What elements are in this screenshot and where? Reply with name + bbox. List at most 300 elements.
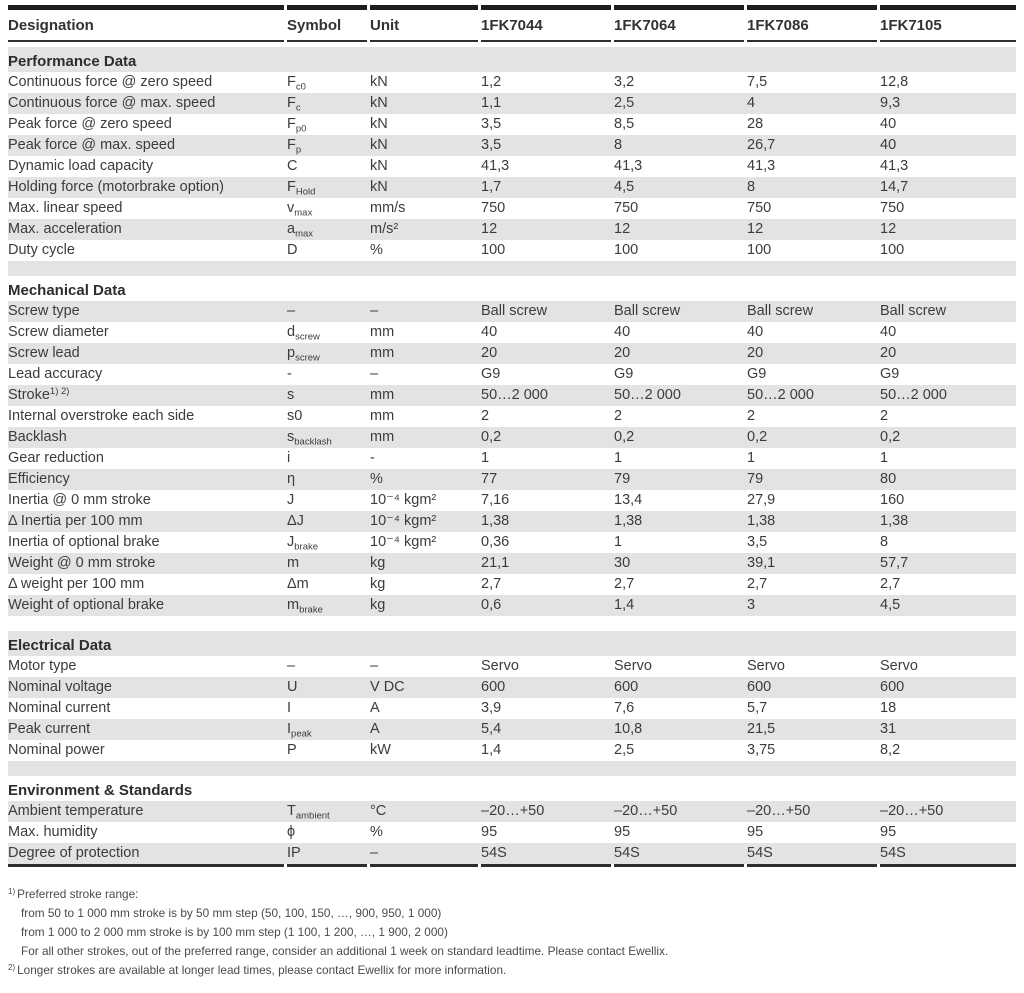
datasheet-table bbox=[0, 5, 1024, 980]
cell-designation: Max. linear speed bbox=[8, 200, 123, 216]
table-row bbox=[8, 219, 1016, 240]
table-row bbox=[8, 364, 1016, 385]
cell-value: 50…2 000 bbox=[481, 387, 548, 403]
table-body bbox=[8, 42, 1016, 864]
border-segment bbox=[880, 5, 1016, 10]
cell-value: 5,4 bbox=[481, 721, 502, 737]
cell-value: 5,7 bbox=[747, 700, 768, 716]
cell-value: 2,5 bbox=[614, 742, 635, 758]
cell-value: 0,2 bbox=[747, 429, 768, 445]
table-row bbox=[8, 490, 1016, 511]
cell-designation: Holding force (motorbrake option) bbox=[8, 179, 224, 195]
footnote-marker: 2) bbox=[8, 963, 16, 972]
table-row bbox=[8, 595, 1016, 616]
table-row bbox=[8, 385, 1016, 406]
cell-value: 18 bbox=[880, 700, 897, 716]
cell-value: 4,5 bbox=[614, 179, 635, 195]
border-segment bbox=[481, 864, 611, 867]
cell-symbol: η bbox=[287, 471, 296, 487]
cell-unit: - bbox=[370, 450, 375, 466]
border-segment bbox=[481, 5, 611, 10]
cell-designation: Screw type bbox=[8, 303, 80, 319]
cell-unit: 10⁻⁴ kgm² bbox=[370, 534, 437, 550]
cell-value: 1 bbox=[880, 450, 889, 466]
cell-symbol: $a_{max}$ bbox=[287, 221, 314, 240]
footnote-text: Longer strokes are available at longer lead times, please contact Ewellix for more information. bbox=[17, 963, 507, 977]
cell-value: Servo bbox=[614, 658, 652, 674]
cell-value: 12 bbox=[481, 221, 498, 237]
header-underline bbox=[8, 40, 1016, 42]
cell-value: 14,7 bbox=[880, 179, 909, 195]
cell-designation: Peak current bbox=[8, 721, 91, 737]
cell-unit: m/s² bbox=[370, 221, 399, 237]
cell-value: 0,2 bbox=[880, 429, 901, 445]
cell-value: Servo bbox=[880, 658, 918, 674]
cell-value: 1 bbox=[747, 450, 756, 466]
cell-value: 95 bbox=[880, 824, 897, 840]
border-segment bbox=[287, 40, 367, 42]
cell-value: 40 bbox=[747, 324, 764, 340]
cell-value: 2 bbox=[880, 408, 889, 424]
cell-value: G9 bbox=[747, 366, 767, 382]
cell-value: 0,2 bbox=[481, 429, 502, 445]
column-header-designation: Designation bbox=[8, 16, 94, 34]
cell-symbol: i bbox=[287, 450, 291, 466]
table-row bbox=[8, 240, 1016, 261]
border-segment bbox=[747, 40, 877, 42]
border-segment bbox=[8, 5, 284, 10]
cell-value: Ball screw bbox=[880, 303, 947, 319]
cell-value: 95 bbox=[614, 824, 631, 840]
cell-value: 54S bbox=[481, 845, 507, 861]
cell-designation: Δ Inertia per 100 mm bbox=[8, 513, 143, 529]
cell-value: G9 bbox=[481, 366, 501, 382]
column-header-symbol: Symbol bbox=[287, 16, 342, 34]
cell-value: 600 bbox=[880, 679, 905, 695]
cell-unit: mm bbox=[370, 429, 395, 445]
cell-symbol: m bbox=[287, 555, 300, 571]
cell-value: 40 bbox=[880, 324, 897, 340]
cell-value: 30 bbox=[614, 555, 631, 571]
cell-value: Servo bbox=[747, 658, 785, 674]
cell-designation: Inertia of optional brake bbox=[8, 534, 160, 550]
cell-value: 12 bbox=[880, 221, 897, 237]
cell-value: 13,4 bbox=[614, 492, 643, 508]
cell-value: 20 bbox=[747, 345, 764, 361]
cell-symbol: – bbox=[287, 658, 296, 674]
cell-designation: Motor type bbox=[8, 658, 77, 674]
cell-designation: Nominal current bbox=[8, 700, 111, 716]
border-segment bbox=[370, 5, 478, 10]
cell-value: 8 bbox=[880, 534, 889, 550]
column-header-unit: Unit bbox=[370, 16, 400, 34]
table-row bbox=[8, 843, 1016, 864]
cell-value: 12 bbox=[747, 221, 764, 237]
cell-value: 20 bbox=[880, 345, 897, 361]
cell-value: 3,5 bbox=[481, 137, 502, 153]
cell-designation: Continuous force @ zero speed bbox=[8, 74, 213, 90]
cell-value: 2 bbox=[747, 408, 756, 424]
cell-designation: Efficiency bbox=[8, 471, 70, 487]
cell-value: 40 bbox=[614, 324, 631, 340]
table-row bbox=[8, 177, 1016, 198]
cell-unit: 10⁻⁴ kgm² bbox=[370, 492, 437, 508]
cell-value: 2 bbox=[481, 408, 490, 424]
section-title: Performance Data bbox=[8, 47, 1016, 72]
cell-value: 54S bbox=[747, 845, 773, 861]
table-row bbox=[8, 677, 1016, 698]
table-row bbox=[8, 511, 1016, 532]
cell-value: 750 bbox=[747, 200, 772, 216]
cell-designation: Max. humidity bbox=[8, 824, 98, 840]
cell-unit: kg bbox=[370, 576, 386, 592]
cell-value: 1,38 bbox=[481, 513, 510, 529]
cell-value: 95 bbox=[481, 824, 498, 840]
cell-designation: Δ weight per 100 mm bbox=[8, 576, 145, 592]
cell-unit: kN bbox=[370, 137, 388, 153]
cell-value: 2,7 bbox=[880, 576, 901, 592]
cell-value: 1 bbox=[614, 534, 623, 550]
cell-value: 750 bbox=[481, 200, 506, 216]
cell-value: 8,2 bbox=[880, 742, 901, 758]
cell-symbol: IP bbox=[287, 845, 301, 861]
table-row bbox=[8, 93, 1016, 114]
table-row bbox=[8, 114, 1016, 135]
section-title: Electrical Data bbox=[8, 631, 1016, 656]
border-segment bbox=[747, 864, 877, 867]
cell-value: 77 bbox=[481, 471, 498, 487]
table-row bbox=[8, 135, 1016, 156]
cell-designation: Screw diameter bbox=[8, 324, 109, 340]
cell-value: 54S bbox=[614, 845, 640, 861]
table-row bbox=[8, 427, 1016, 448]
cell-unit: mm/s bbox=[370, 200, 406, 216]
cell-designation: Duty cycle bbox=[8, 242, 75, 258]
cell-value: 600 bbox=[614, 679, 639, 695]
cell-value: 20 bbox=[481, 345, 498, 361]
cell-unit: mm bbox=[370, 387, 395, 403]
cell-symbol: I bbox=[287, 700, 292, 716]
cell-unit: – bbox=[370, 845, 379, 861]
cell-value: 12,8 bbox=[880, 74, 909, 90]
cell-unit: mm bbox=[370, 408, 395, 424]
cell-symbol: $s_{backlash}$ bbox=[287, 429, 332, 448]
cell-unit: kN bbox=[370, 179, 388, 195]
cell-value: 600 bbox=[747, 679, 772, 695]
cell-value: 7,5 bbox=[747, 74, 768, 90]
cell-value: 4,5 bbox=[880, 597, 901, 613]
cell-symbol: $F_{Hold}$ bbox=[287, 179, 316, 198]
cell-value: 0,36 bbox=[481, 534, 510, 550]
footnote-text: Preferred stroke range: bbox=[17, 887, 139, 901]
cell-symbol: - bbox=[287, 366, 292, 382]
cell-unit: kN bbox=[370, 95, 388, 111]
cell-value: Ball screw bbox=[614, 303, 681, 319]
cell-designation: Nominal power bbox=[8, 742, 105, 758]
cell-unit: kN bbox=[370, 158, 388, 174]
cell-value: 3,2 bbox=[614, 74, 635, 90]
border-segment bbox=[370, 40, 478, 42]
cell-designation: Dynamic load capacity bbox=[8, 158, 154, 174]
cell-designation: Weight @ 0 mm stroke bbox=[8, 555, 156, 571]
footnote-line: from 50 to 1 000 mm stroke is by 50 mm step (50, 100, 150, …, 900, 950, 1 000) bbox=[21, 906, 442, 920]
table-row bbox=[8, 301, 1016, 322]
cell-unit: 10⁻⁴ kgm² bbox=[370, 513, 437, 529]
border-segment bbox=[8, 40, 284, 42]
cell-value: 3,5 bbox=[481, 116, 502, 132]
cell-unit: kN bbox=[370, 74, 388, 90]
table-row bbox=[8, 801, 1016, 822]
cell-value: 41,3 bbox=[880, 158, 909, 174]
cell-unit: % bbox=[370, 471, 383, 487]
cell-designation: Gear reduction bbox=[8, 450, 104, 466]
cell-symbol: – bbox=[287, 303, 296, 319]
cell-value: 79 bbox=[747, 471, 764, 487]
cell-value: 1,4 bbox=[481, 742, 502, 758]
cell-value: –20…+50 bbox=[747, 803, 811, 819]
cell-symbol: s bbox=[287, 387, 295, 403]
cell-value: 21,5 bbox=[747, 721, 776, 737]
cell-value: 40 bbox=[481, 324, 498, 340]
cell-value: 9,3 bbox=[880, 95, 901, 111]
table-row bbox=[8, 574, 1016, 595]
cell-symbol: s0 bbox=[287, 408, 303, 424]
cell-value: 7,16 bbox=[481, 492, 510, 508]
cell-symbol: $I_{peak}$ bbox=[287, 721, 312, 740]
cell-value: G9 bbox=[880, 366, 900, 382]
cell-value: 3,9 bbox=[481, 700, 502, 716]
cell-value: 8,5 bbox=[614, 116, 635, 132]
section-title: Mechanical Data bbox=[8, 282, 126, 299]
cell-value: Ball screw bbox=[481, 303, 548, 319]
cell-value: G9 bbox=[614, 366, 634, 382]
cell-value: 40 bbox=[880, 137, 897, 153]
cell-designation: Backlash bbox=[8, 429, 67, 445]
cell-symbol: $F_p$ bbox=[287, 137, 302, 156]
cell-value: 3,75 bbox=[747, 742, 776, 758]
cell-symbol: P bbox=[287, 742, 297, 758]
cell-unit: % bbox=[370, 242, 383, 258]
cell-value: 31 bbox=[880, 721, 897, 737]
cell-symbol: $J_{brake}$ bbox=[287, 534, 319, 553]
cell-value: 12 bbox=[614, 221, 631, 237]
cell-designation: Continuous force @ max. speed bbox=[8, 95, 216, 111]
cell-value: 2 bbox=[614, 408, 623, 424]
cell-symbol: U bbox=[287, 679, 298, 695]
cell-symbol: $d_{screw}$ bbox=[287, 324, 320, 343]
table-top-border bbox=[8, 5, 1016, 10]
cell-symbol: C bbox=[287, 158, 298, 174]
section-spacer bbox=[8, 761, 1016, 776]
cell-symbol: J bbox=[287, 492, 295, 508]
cell-value: 2,7 bbox=[747, 576, 768, 592]
cell-value: 3 bbox=[747, 597, 756, 613]
cell-value: 100 bbox=[747, 242, 772, 258]
cell-value: 3,5 bbox=[747, 534, 768, 550]
border-segment bbox=[614, 864, 744, 867]
cell-value: 4 bbox=[747, 95, 756, 111]
cell-designation: Screw lead bbox=[8, 345, 80, 361]
cell-value: 750 bbox=[614, 200, 639, 216]
cell-value: 7,6 bbox=[614, 700, 635, 716]
cell-designation: Degree of protection bbox=[8, 845, 140, 861]
cell-value: 1,38 bbox=[880, 513, 909, 529]
cell-value: 750 bbox=[880, 200, 905, 216]
cell-unit: – bbox=[370, 658, 379, 674]
cell-value: 1 bbox=[481, 450, 490, 466]
footnotes bbox=[8, 885, 1016, 980]
footnote-line bbox=[8, 885, 1016, 904]
cell-designation: Internal overstroke each side bbox=[8, 408, 195, 424]
cell-designation: Weight of optional brake bbox=[8, 597, 165, 613]
cell-unit: A bbox=[370, 721, 380, 737]
table-row bbox=[8, 198, 1016, 219]
table-row bbox=[8, 322, 1016, 343]
cell-value: 8 bbox=[614, 137, 623, 153]
cell-symbol: D bbox=[287, 242, 298, 258]
cell-symbol: $F_{p0}$ bbox=[287, 116, 307, 135]
cell-value: 2,7 bbox=[481, 576, 502, 592]
cell-designation: Inertia @ 0 mm stroke bbox=[8, 492, 151, 508]
cell-symbol: Δm bbox=[287, 576, 309, 592]
cell-value: 100 bbox=[614, 242, 639, 258]
table-row bbox=[8, 448, 1016, 469]
table-row bbox=[8, 698, 1016, 719]
cell-value: 1,7 bbox=[481, 179, 502, 195]
section-spacer bbox=[8, 616, 1016, 631]
cell-value: 41,3 bbox=[481, 158, 510, 174]
cell-unit: mm bbox=[370, 324, 395, 340]
border-segment bbox=[614, 40, 744, 42]
table-row bbox=[8, 553, 1016, 574]
cell-value: 57,7 bbox=[880, 555, 909, 571]
cell-value: –20…+50 bbox=[481, 803, 545, 819]
cell-designation: Peak force @ zero speed bbox=[8, 116, 172, 132]
cell-value: 28 bbox=[747, 116, 764, 132]
cell-value: 10,8 bbox=[614, 721, 643, 737]
table-header-row bbox=[8, 10, 1016, 40]
border-segment bbox=[287, 5, 367, 10]
cell-value: 79 bbox=[614, 471, 631, 487]
border-segment bbox=[747, 5, 877, 10]
cell-symbol: $T_{ambient}$ bbox=[287, 803, 330, 822]
table-row bbox=[8, 156, 1016, 177]
cell-value: 1,38 bbox=[614, 513, 643, 529]
cell-symbol: $v_{max}$ bbox=[287, 200, 313, 219]
cell-unit: – bbox=[370, 303, 379, 319]
cell-value: 50…2 000 bbox=[614, 387, 681, 403]
table-bottom-border bbox=[8, 864, 1016, 867]
cell-value: 1,38 bbox=[747, 513, 776, 529]
table-row bbox=[8, 719, 1016, 740]
cell-unit: kN bbox=[370, 116, 388, 132]
cell-value: 8 bbox=[747, 179, 756, 195]
cell-unit: % bbox=[370, 824, 383, 840]
border-segment bbox=[614, 5, 744, 10]
table-row bbox=[8, 656, 1016, 677]
cell-symbol: $F_c$ bbox=[287, 95, 301, 114]
cell-symbol: ΔJ bbox=[287, 513, 304, 529]
table-row bbox=[8, 822, 1016, 843]
section-spacer bbox=[8, 261, 1016, 276]
column-header-model-2: 1FK7064 bbox=[614, 16, 676, 34]
cell-designation: Stroke$^{1) 2)}$ bbox=[8, 386, 70, 403]
table-row bbox=[8, 343, 1016, 364]
cell-value: 41,3 bbox=[747, 158, 776, 174]
cell-unit: kg bbox=[370, 555, 386, 571]
cell-unit: kW bbox=[370, 742, 391, 758]
cell-value: 1 bbox=[614, 450, 623, 466]
footnote-line bbox=[8, 961, 1016, 980]
footnote-marker: 1) bbox=[8, 887, 16, 896]
table-row bbox=[8, 740, 1016, 761]
table-row bbox=[8, 72, 1016, 93]
section-title: Environment & Standards bbox=[8, 782, 193, 799]
cell-unit: °C bbox=[370, 803, 387, 819]
table-row bbox=[8, 406, 1016, 427]
cell-value: 600 bbox=[481, 679, 506, 695]
footnote-line: from 1 000 to 2 000 mm stroke is by 100 mm step (1 100, 1 200, …, 1 900, 2 000) bbox=[21, 925, 448, 939]
cell-designation: Ambient temperature bbox=[8, 803, 144, 819]
cell-value: –20…+50 bbox=[880, 803, 944, 819]
border-segment bbox=[880, 864, 1016, 867]
cell-designation: Lead accuracy bbox=[8, 366, 103, 382]
cell-value: 20 bbox=[614, 345, 631, 361]
cell-value: 1,2 bbox=[481, 74, 502, 90]
cell-value: 100 bbox=[481, 242, 506, 258]
cell-value: 26,7 bbox=[747, 137, 776, 153]
cell-value: 21,1 bbox=[481, 555, 510, 571]
cell-designation: Nominal voltage bbox=[8, 679, 112, 695]
column-header-model-4: 1FK7105 bbox=[880, 16, 942, 34]
cell-value: Ball screw bbox=[747, 303, 814, 319]
cell-unit: A bbox=[370, 700, 380, 716]
cell-value: 39,1 bbox=[747, 555, 776, 571]
cell-value: 40 bbox=[880, 116, 897, 132]
cell-value: 0,2 bbox=[614, 429, 635, 445]
cell-value: 1,4 bbox=[614, 597, 635, 613]
cell-value: 41,3 bbox=[614, 158, 643, 174]
cell-designation: Max. acceleration bbox=[8, 221, 122, 237]
cell-value: 2,7 bbox=[614, 576, 635, 592]
cell-symbol: $p_{screw}$ bbox=[287, 345, 320, 364]
cell-unit: – bbox=[370, 366, 379, 382]
cell-symbol: ϕ bbox=[287, 824, 296, 840]
cell-value: 160 bbox=[880, 492, 905, 508]
cell-value: 54S bbox=[880, 845, 906, 861]
border-segment bbox=[370, 864, 478, 867]
cell-designation: Peak force @ max. speed bbox=[8, 137, 176, 153]
cell-value: 1,1 bbox=[481, 95, 502, 111]
border-segment bbox=[287, 864, 367, 867]
cell-value: 2,5 bbox=[614, 95, 635, 111]
table-row bbox=[8, 469, 1016, 490]
cell-value: 0,6 bbox=[481, 597, 502, 613]
cell-value: 27,9 bbox=[747, 492, 776, 508]
cell-symbol: $m_{brake}$ bbox=[287, 597, 323, 616]
cell-value: 100 bbox=[880, 242, 905, 258]
cell-value: Servo bbox=[481, 658, 519, 674]
cell-symbol: $F_{c0}$ bbox=[287, 74, 306, 93]
column-header-model-1: 1FK7044 bbox=[481, 16, 543, 34]
border-segment bbox=[880, 40, 1016, 42]
column-header-model-3: 1FK7086 bbox=[747, 16, 809, 34]
cell-value: 50…2 000 bbox=[880, 387, 947, 403]
cell-value: 80 bbox=[880, 471, 897, 487]
cell-value: 50…2 000 bbox=[747, 387, 814, 403]
table-row bbox=[8, 532, 1016, 553]
border-segment bbox=[8, 864, 284, 867]
